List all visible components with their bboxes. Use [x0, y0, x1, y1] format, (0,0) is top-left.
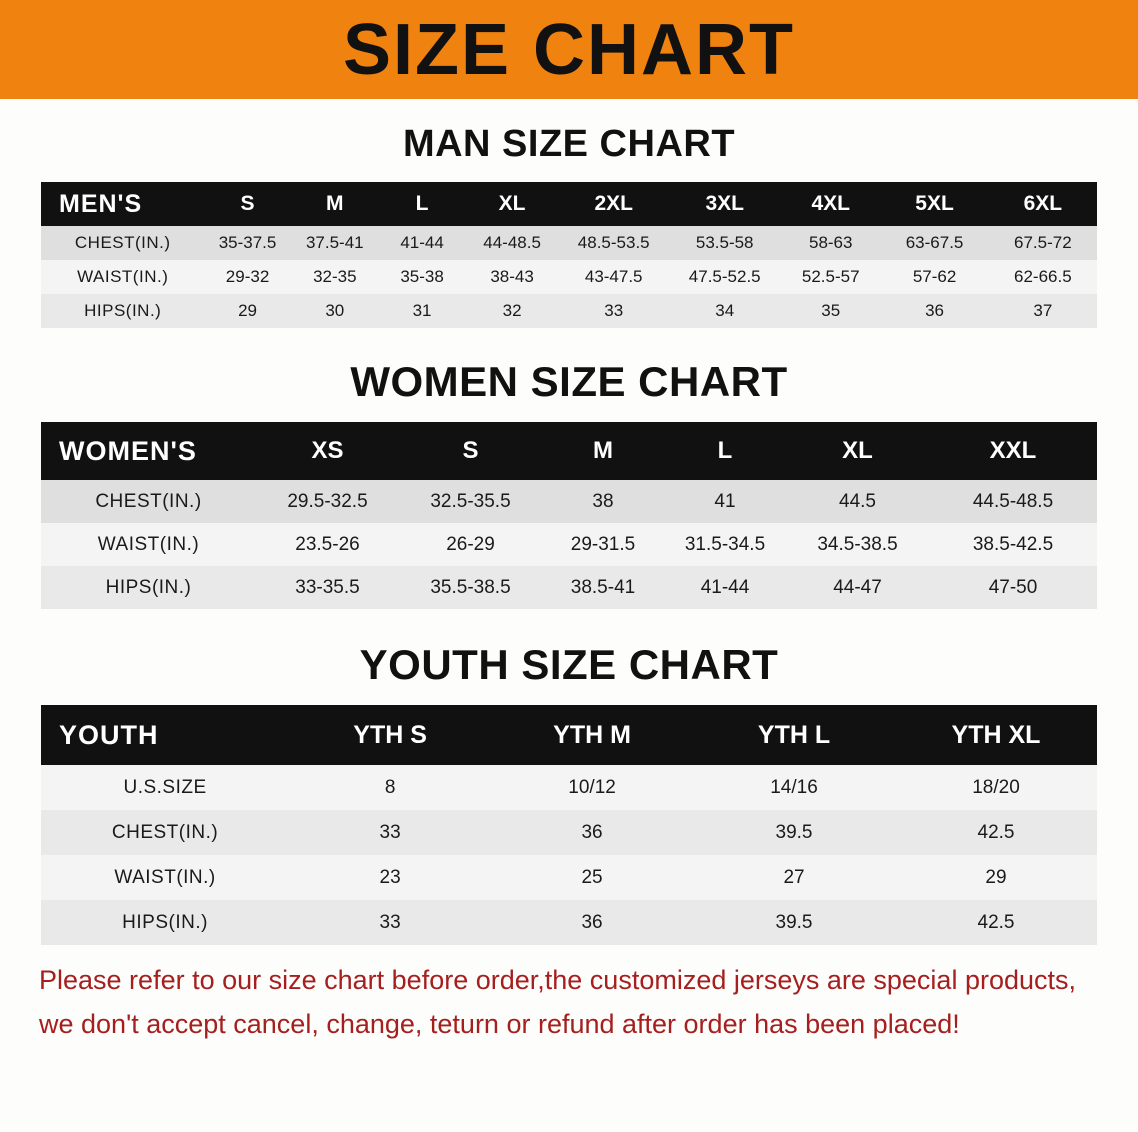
cell: 57-62	[912, 267, 957, 286]
cell: 35	[821, 301, 841, 320]
women-header-l: L	[664, 422, 786, 480]
row-label-hips: HIPS(IN.)	[105, 576, 192, 598]
men-header-m: M	[291, 182, 379, 226]
women-table-wrapper	[41, 422, 1097, 609]
cell: 44.5	[839, 490, 876, 512]
cell: 44-47	[833, 576, 882, 598]
table-row	[41, 566, 1097, 609]
women-header-xs: XS	[256, 422, 399, 480]
cell: 32-35	[313, 267, 357, 286]
men-header-s: S	[204, 182, 290, 226]
cell: 23	[379, 866, 401, 888]
cell: 53.5-58	[695, 233, 754, 252]
cell: 27	[783, 866, 805, 888]
men-header-6xl: 6XL	[989, 182, 1097, 226]
cell: 63-67.5	[905, 233, 964, 252]
youth-header-l: YTH L	[693, 705, 895, 765]
cell: 34.5-38.5	[817, 533, 898, 555]
row-label-chest: CHEST(IN.)	[95, 490, 202, 512]
man-section-heading: MAN SIZE CHART	[402, 123, 736, 165]
youth-section-heading: YOUTH SIZE CHART	[359, 641, 779, 688]
table-row	[41, 810, 1097, 855]
cell: 35-37.5	[218, 233, 277, 252]
youth-header-label: YOUTH	[41, 705, 289, 765]
youth-header-s: YTH S	[289, 705, 491, 765]
cell: 14/16	[770, 776, 818, 798]
table-row	[41, 765, 1097, 810]
table-row	[41, 523, 1097, 566]
cell: 33	[604, 301, 624, 320]
size-chart-banner	[0, 0, 1138, 99]
cell: 38-43	[490, 267, 534, 286]
cell: 38.5-41	[570, 576, 636, 598]
men-header-xl: XL	[465, 182, 559, 226]
cell: 36	[581, 911, 603, 933]
cell: 36	[925, 301, 945, 320]
men-header-label: MEN'S	[41, 182, 204, 226]
cell: 62-66.5	[1014, 267, 1072, 286]
table-row	[41, 900, 1097, 945]
table-row	[41, 294, 1097, 328]
cell: 42.5	[977, 911, 1015, 933]
cell: 31	[412, 301, 432, 320]
man-table-wrapper	[41, 182, 1097, 328]
cell: 35-38	[400, 267, 444, 286]
women-section-heading: WOMEN SIZE CHART	[350, 358, 788, 405]
cell: 47-50	[988, 576, 1038, 598]
cell: 33-35.5	[295, 576, 360, 598]
women-header-m: M	[542, 422, 664, 480]
women-header-xl: XL	[786, 422, 929, 480]
cell: 42.5	[977, 821, 1015, 843]
women-header-label: WOMEN'S	[41, 422, 256, 480]
row-label-us-size: U.S.SIZE	[123, 776, 207, 798]
cell: 38	[592, 490, 614, 512]
cell: 29-32	[225, 267, 270, 286]
man-size-table	[41, 182, 1097, 328]
youth-size-table	[41, 705, 1097, 945]
men-header-2xl: 2XL	[559, 182, 668, 226]
table-header-row	[41, 705, 1097, 765]
cell: 35.5-38.5	[430, 576, 511, 598]
youth-header-m: YTH M	[491, 705, 693, 765]
note-line-1: Please refer to our size chart before order,the customized jerseys are special products,	[39, 965, 1077, 995]
cell: 18/20	[972, 776, 1020, 798]
cell: 52.5-57	[801, 267, 860, 286]
table-row	[41, 855, 1097, 900]
cell: 37	[1033, 301, 1053, 320]
cell: 10/12	[568, 776, 616, 798]
row-label-hips: HIPS(IN.)	[122, 911, 208, 933]
cell: 48.5-53.5	[577, 233, 650, 252]
return-policy-note	[39, 959, 1099, 1046]
cell: 67.5-72	[1014, 233, 1072, 252]
cell: 23.5-26	[295, 533, 360, 555]
cell: 58-63	[808, 233, 853, 252]
cell: 29	[238, 301, 257, 320]
cell: 25	[581, 866, 603, 888]
row-label-chest: CHEST(IN.)	[74, 233, 171, 252]
cell: 38.5-42.5	[972, 533, 1054, 555]
cell: 43-47.5	[584, 267, 643, 286]
row-label-waist: WAIST(IN.)	[114, 866, 216, 888]
cell: 29	[985, 866, 1007, 888]
men-header-4xl: 4XL	[781, 182, 880, 226]
page-title: SIZE CHART	[343, 9, 795, 90]
cell: 44.5-48.5	[972, 490, 1054, 512]
men-header-5xl: 5XL	[880, 182, 988, 226]
table-header-row	[41, 182, 1097, 226]
youth-table-wrapper	[41, 705, 1097, 945]
cell: 29-31.5	[570, 533, 636, 555]
row-label-chest: CHEST(IN.)	[111, 821, 219, 843]
cell: 34	[715, 301, 735, 320]
women-size-table	[41, 422, 1097, 609]
table-row	[41, 260, 1097, 294]
table-header-row	[41, 422, 1097, 480]
row-label-waist: WAIST(IN.)	[77, 267, 169, 286]
women-header-xxl: XXL	[929, 422, 1097, 480]
row-label-waist: WAIST(IN.)	[97, 533, 200, 555]
men-header-3xl: 3XL	[668, 182, 781, 226]
cell: 41	[714, 490, 736, 512]
cell: 36	[581, 821, 603, 843]
cell: 39.5	[775, 821, 813, 843]
cell: 39.5	[775, 911, 813, 933]
cell: 37.5-41	[305, 233, 364, 252]
women-header-s: S	[399, 422, 542, 480]
cell: 8	[384, 776, 396, 798]
cell: 29.5-32.5	[287, 490, 368, 512]
cell: 31.5-34.5	[684, 533, 766, 555]
cell: 44-48.5	[483, 233, 541, 252]
cell: 47.5-52.5	[688, 267, 761, 286]
table-row	[41, 480, 1097, 523]
cell: 32	[502, 301, 522, 320]
youth-header-xl: YTH XL	[895, 705, 1097, 765]
cell: 41-44	[400, 233, 444, 252]
table-row	[41, 226, 1097, 260]
men-header-l: L	[379, 182, 465, 226]
cell: 32.5-35.5	[430, 490, 511, 512]
cell: 33	[379, 821, 401, 843]
cell: 41-44	[700, 576, 750, 598]
row-label-hips: HIPS(IN.)	[84, 301, 162, 320]
note-line-2: we don't accept cancel, change, teturn or refund after order has been placed!	[39, 1008, 960, 1039]
cell: 30	[325, 301, 345, 320]
cell: 33	[379, 911, 401, 933]
cell: 26-29	[446, 533, 495, 555]
